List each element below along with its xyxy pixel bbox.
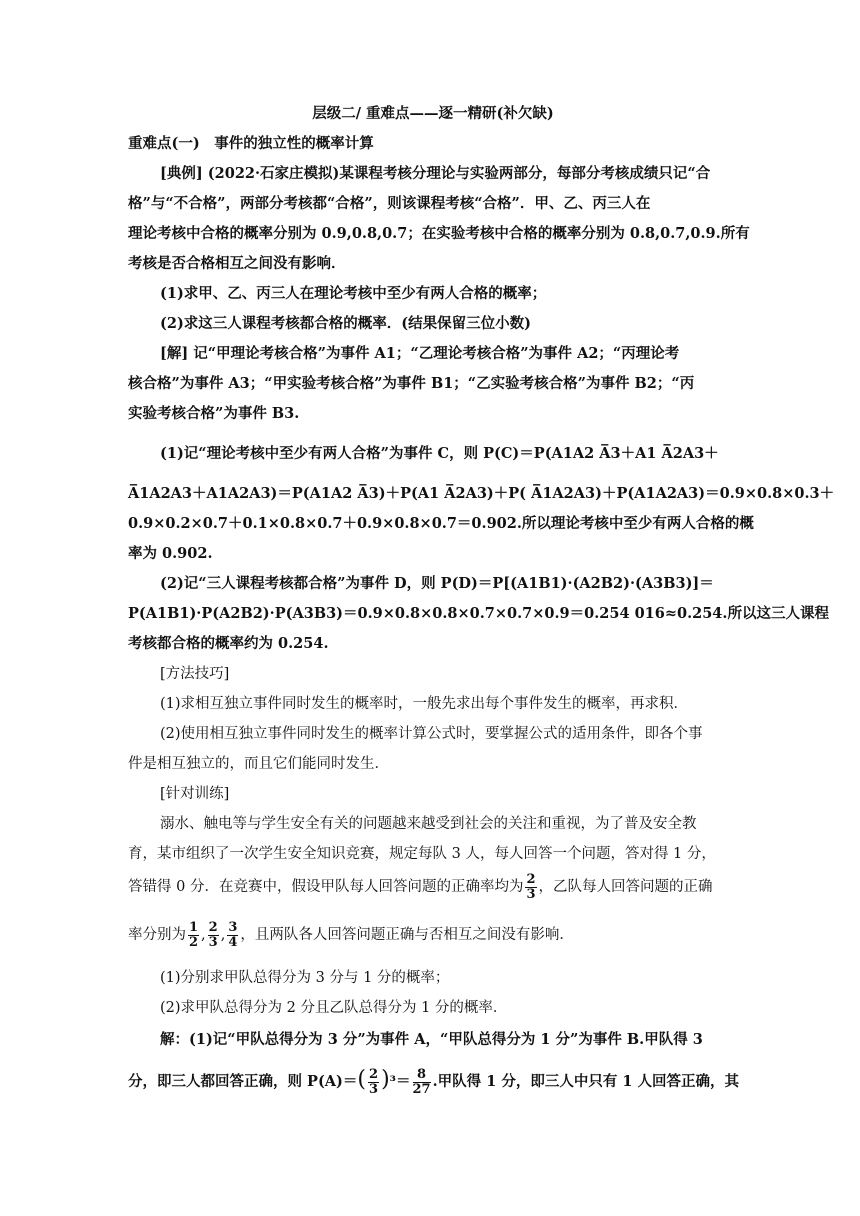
fraction-numerator: 8 [413,1068,431,1083]
fraction-denominator: 3 [369,1081,379,1097]
solution-part1-line-3: 0.9×0.2×0.7＋0.1×0.8×0.7＋0.9×0.8×0.7＝0.902.所以理论考核中至少有两人合格的概 [128,515,754,532]
fraction-two-thirds [368,1068,379,1097]
training-line-4-text-b: ，且两队各人回答问题正确与否相互之间没有影响． [240,927,574,943]
solution-part2-line-2: P(A1B1)·P(A2B2)·P(A3B3)＝0.9×0.8×0.8×0.7×0.7×0.9＝0.254 016≈0.254.所以这三人课程 [128,605,829,622]
training-line-4 [128,918,738,958]
fraction-denominator: 27 [412,1081,431,1097]
solution-line-2: 核合格”为事件 A3；“甲实验考核合格”为事件 B1；“乙实验考核合格”为事件 B2；“丙 [128,375,695,392]
fraction-two-thirds [208,921,219,950]
fraction-denominator: 2 [189,934,199,950]
example-question-2: (2)求这三人课程考核都合格的概率．(结果保留三位小数) [160,315,532,332]
training-line-1: 溺水、触电等与学生安全有关的问题越来越受到社会的关注和重视，为了普及安全教 [160,816,697,832]
solution-line-3: 实验考核合格”为事件 B3. [128,405,300,422]
method-tip-1: (1)求相互独立事件同时发生的概率时，一般先求出每个事件发生的概率，再求积． [160,696,689,712]
solution-part1-line-2: A̅1A2A3＋A1A2A3)＝P(A1A2 A̅3)＋P(A1 A̅2A3)＋P( A̅1A2A3)＋P(A1A2A3)＝0.9×0.8×0.3＋ [128,485,835,502]
example-question-1: (1)求甲、乙、丙三人在理论考核中至少有两人合格的概率； [160,285,547,302]
training-question-1: (1)分别求甲队总得分为 3 分与 1 分的概率； [160,970,450,986]
section-heading: 重难点(一) 事件的独立性的概率计算 [128,135,374,152]
solution-line-1 [160,344,738,364]
fraction-eight-twentysevenths [413,1068,431,1097]
example-line-1 [160,164,738,184]
solution-part1-line-4: 率为 0.902. [128,545,213,562]
answer-line-2-text-a: 分，即三人都回答正确，则 P(A)＝ [128,1073,358,1090]
training-heading: [针对训练] [160,786,230,802]
fraction-numerator: 1 [189,919,199,935]
method-tip-2b: 件是相互独立的，而且它们能同时发生． [128,756,389,772]
fraction-numerator: 2 [526,871,536,887]
fraction-denominator: 3 [208,934,218,950]
fraction-numerator: 3 [228,919,238,935]
training-line-3 [128,870,738,910]
example-label: [典例] [160,165,203,182]
left-paren: ( [357,1067,367,1092]
solution-part1-line-1: (1)记“理论考核中至少有两人合格”为事件 C，则 P(C)＝P(A1A2 A̅3＋A1 A̅2A3＋ [160,445,719,462]
fraction-two-thirds [525,873,536,902]
comma: , [220,927,226,943]
right-paren: ) [381,1067,390,1092]
comma: , [201,927,206,943]
method-heading: [方法技巧] [160,666,230,682]
solution-label: [解] [160,345,189,362]
training-line-2: 育，某市组织了一次学生安全知识竞赛，规定每队 3 人，每人回答一个问题，答对得 1 分， [128,846,716,862]
fraction-one-half [188,921,199,950]
example-line-3: 理论考核中合格的概率分别为 0.9,0.8,0.7；在实验考核中合格的概率分别为 0.8,0.7,0.9.所有 [128,225,750,242]
answer-line-2 [128,1060,738,1104]
example-text-1: (2022·石家庄模拟)某课程考核分理论与实验两部分，每部分考核成绩只记“合 [207,165,711,182]
solution-text-1: 记“甲理论考核合格”为事件 A1；“乙理论考核合格”为事件 A2；“丙理论考 [193,345,680,362]
answer-line-2-text-b: ³＝ [389,1073,411,1090]
training-question-2: (2)求甲队总得分为 2 分且乙队总得分为 1 分的概率． [160,1000,508,1016]
training-line-4-text-a: 率分别为 [128,927,186,943]
fraction-numerator: 2 [208,919,218,935]
answer-line-1: 解：(1)记“甲队总得分为 3 分”为事件 A，“甲队总得分为 1 分”为事件 B.甲队得 3 [160,1031,703,1048]
method-tip-2a: (2)使用相互独立事件同时发生的概率计算公式时，要掌握公式的适用条件，即各个事 [160,726,703,742]
example-line-4: 考核是否合格相互之间没有影响． [128,255,346,272]
example-line-2: 格”与“不合格”，两部分考核都“合格”，则该课程考核“合格”．甲、乙、丙三人在 [128,195,651,212]
solution-part2-line-1: (2)记“三人课程考核都合格”为事件 D，则 P(D)＝P[(A1B1)·(A2B2)·(A3B3)]＝ [160,575,714,592]
fraction-numerator: 2 [369,1066,379,1082]
fraction-three-quarters [227,921,238,950]
fraction-denominator: 4 [228,934,238,950]
page-title: 层级二/ 重难点——逐一精研(补欠缺) [312,105,554,122]
answer-line-2-text-c: .甲队得 1 分，即三人中只有 1 人回答正确，其 [432,1073,740,1090]
fraction-denominator: 3 [526,886,536,902]
solution-part2-line-3: 考核都合格的概率约为 0.254. [128,635,329,652]
training-line-3-text-b: ，乙队每人回答问题的正确 [538,879,713,895]
training-line-3-text-a: 答错得 0 分．在竞赛中，假设甲队每人回答问题的正确率均为 [128,879,524,895]
